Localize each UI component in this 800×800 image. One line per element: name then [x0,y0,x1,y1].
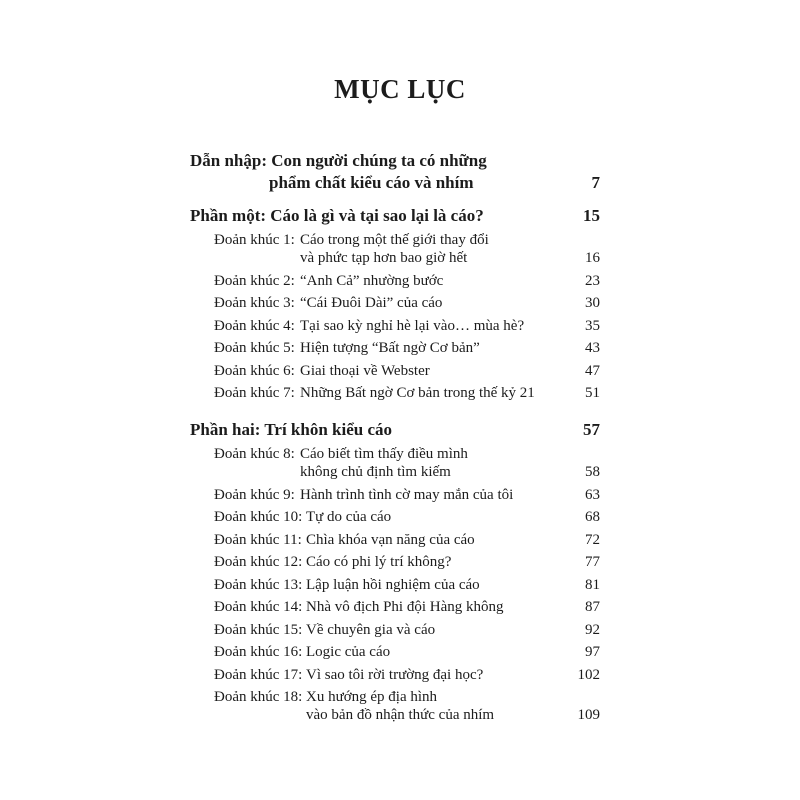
toc-entry [190,315,600,337]
entry-page: 35 [585,317,600,334]
entry-page: 51 [585,385,600,401]
part-page: 57 [583,420,600,439]
entry-page: 92 [585,621,600,638]
entry-page: 47 [585,362,600,379]
entry-title: không chủ định tìm kiếm [300,464,451,480]
entry-prefix: Đoản khúc 11: [214,531,302,548]
toc-entry [190,529,600,551]
toc-entry [190,337,600,359]
intro-page: 7 [591,173,600,192]
entry-page: 23 [585,272,600,289]
entry-title: Hiện tượng “Bất ngờ Cơ bản” [300,340,480,356]
entry-title: Hành trình tình cờ may mắn của tôi [300,486,514,503]
toc-entry [190,292,600,314]
toc-entry [190,574,600,596]
toc-entry [190,506,600,528]
entry-title: Giai thoại về Webster [300,362,430,379]
entry-prefix: Đoản khúc 17: [214,666,303,683]
entry-title: Tự do của cáo [306,509,392,525]
entry-prefix: Đoản khúc 4: [214,317,295,334]
toc-entry [190,461,600,483]
entry-page: 97 [585,644,600,660]
entry-title: Tại sao kỳ nghỉ hè lại vào… mùa hè? [300,317,525,334]
entry-page: 102 [577,666,600,683]
intro-line-2 [190,172,600,194]
entry-page: 16 [585,250,600,266]
entry-title: Cáo biết tìm thấy điều mình [300,446,468,462]
entry-title: và phức tạp hơn bao giờ hết [300,250,468,266]
entry-title: Cáo trong một thế giới thay đổi [300,232,489,248]
entry-prefix: Đoản khúc 18: [214,689,303,705]
entry-prefix: Đoản khúc 13: [214,576,303,593]
part-heading-row [190,205,600,227]
entry-prefix: Đoản khúc 2: [214,272,295,289]
entry-title: Chìa khóa vạn năng của cáo [306,531,475,548]
entry-prefix: Đoản khúc 7: [214,385,295,401]
entry-prefix: Đoản khúc 3: [214,295,295,311]
toc-entry [190,641,600,663]
toc-entry [190,247,600,269]
entry-page: 30 [585,295,600,311]
entry-prefix: Đoản khúc 15: [214,621,303,638]
entry-page: 87 [585,599,600,615]
entry-title: Cáo có phi lý trí không? [306,554,452,570]
entry-prefix: Đoản khúc 5: [214,340,295,356]
toc-entry [190,360,600,382]
page-title: MỤC LỤC [334,74,466,104]
entry-title: Về chuyên gia và cáo [306,621,436,638]
entry-page: 81 [585,576,600,593]
entry-page: 58 [585,464,600,480]
entry-page: 72 [585,531,600,548]
entry-page: 109 [577,707,600,723]
toc-entry [190,551,600,573]
entry-title: Nhà vô địch Phi đội Hàng không [306,599,504,615]
toc-entry [190,382,600,404]
entry-title: Xu hướng ép địa hình [306,689,438,705]
entry-prefix: Đoản khúc 12: [214,554,303,570]
entry-title: Logic của cáo [306,644,391,660]
toc-entry [190,664,600,686]
toc-entry [190,484,600,506]
toc-entry [190,596,600,618]
intro-line-1 [190,150,600,172]
entry-prefix: Đoản khúc 14: [214,599,303,615]
entry-page: 68 [585,509,600,525]
part-heading: Phần một: Cáo là gì và tại sao lại là cáo? [190,206,484,225]
part-page: 15 [583,206,600,225]
entry-title: Những Bất ngờ Cơ bản trong thế kỷ 21 [300,385,535,401]
entry-title: “Cái Đuôi Dài” của cáo [300,295,443,311]
toc-entry [190,270,600,292]
intro-title: Dẫn nhập: Con người chúng ta có những [190,151,487,170]
entry-prefix: Đoản khúc 16: [214,644,303,660]
entry-page: 63 [585,486,600,503]
toc-entry [190,619,600,641]
entry-title: vào bản đồ nhận thức của nhím [306,707,495,723]
entry-page: 77 [585,554,600,570]
entry-title: Vì sao tôi rời trường đại học? [306,666,484,683]
part-heading: Phần hai: Trí khôn kiểu cáo [190,420,393,439]
entry-prefix: Đoản khúc 1: [214,232,295,248]
intro-title-cont: phẩm chất kiểu cáo và nhím [269,173,474,192]
entry-prefix: Đoản khúc 9: [214,486,295,503]
entry-prefix: Đoản khúc 8: [214,446,295,462]
entry-title: “Anh Cả” nhường bước [300,272,444,289]
entry-title: Lập luận hồi nghiệm của cáo [306,576,480,593]
entry-prefix: Đoản khúc 6: [214,362,295,379]
entry-page: 43 [585,340,600,356]
entry-prefix: Đoản khúc 10: [214,509,303,525]
toc-entry [190,704,600,726]
part-heading-row [190,419,600,441]
